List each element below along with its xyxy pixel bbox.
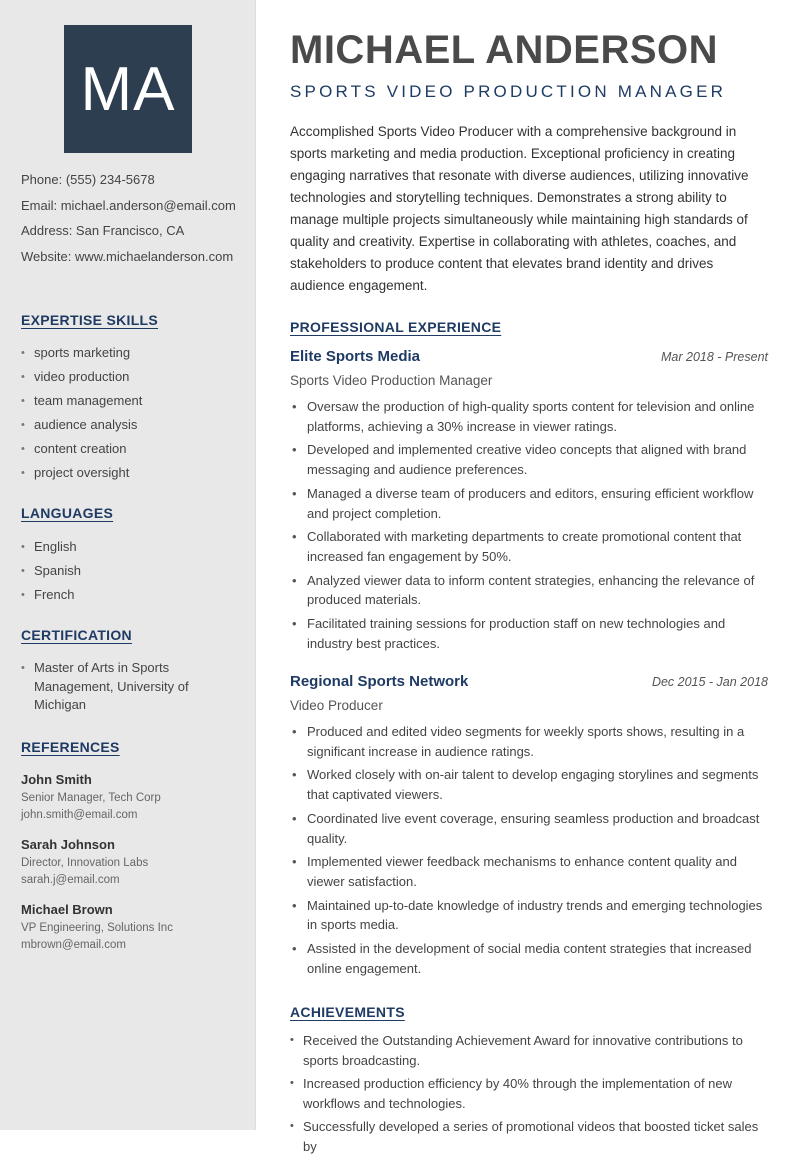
- reference-name: Sarah Johnson: [21, 837, 115, 852]
- contact-info: [21, 170, 236, 272]
- job-bullet: • Maintained up-to-date knowledge of industry trends and emerging technologies in sports media.: [290, 896, 768, 935]
- job-dates: Dec 2015 - Jan 2018: [651, 675, 768, 689]
- achievements-heading: ACHIEVEMENTS: [290, 1004, 405, 1020]
- language-item: • English: [21, 535, 236, 559]
- languages-heading: LANGUAGES: [21, 505, 114, 521]
- monogram-avatar: MA: [64, 25, 192, 153]
- sidebar: [0, 0, 256, 1130]
- job-bullet: • Facilitated training sessions for production staff on new technologies and industry best practices.: [290, 614, 768, 653]
- job-bullet: • Analyzed viewer data to inform content strategies, enhancing the relevance of produced materials.: [290, 571, 768, 610]
- job-bullets: [290, 722, 768, 978]
- reference-name: John Smith: [21, 772, 92, 787]
- contact-address: Address: San Francisco, CA: [21, 223, 185, 238]
- contact-phone: Phone: (555) 234-5678: [21, 172, 155, 187]
- language-item: • French: [21, 583, 236, 607]
- skill-item: • project oversight: [21, 461, 236, 485]
- reference-email: john.smith@email.com: [21, 809, 138, 821]
- certification-list: [21, 659, 196, 715]
- job-role: Video Producer: [290, 698, 383, 713]
- achievements-list: [290, 1031, 768, 1160]
- job-company: Regional Sports Network: [290, 673, 469, 690]
- reference-entry: [21, 770, 241, 824]
- achievement-item: • Received the Outstanding Achievement Award for innovative contributions to sports broadcasting.: [290, 1031, 768, 1070]
- candidate-title: SPORTS VIDEO PRODUCTION MANAGER: [290, 82, 727, 101]
- summary-paragraph: Accomplished Sports Video Producer with a comprehensive background in sports marketing and media production. Exceptional proficiency in creating engaging narratives that resonate with diverse audiences, utilizing innovative technologies and storytelling techniques. Demonstrates a strong ability to manage multiple projects simultaneously while maintaining high standards of quality and creativity. Expertise in collaborating with athletes, coaches, and stakeholders to produce content that elevates brand identity and drives audience engagement.: [290, 124, 749, 293]
- job-bullets: [290, 397, 768, 653]
- languages-list: [21, 535, 236, 607]
- skills-heading: EXPERTISE SKILLS: [21, 312, 159, 328]
- references-list: [21, 770, 241, 965]
- skill-item: • content creation: [21, 437, 236, 461]
- skill-item: • sports marketing: [21, 341, 236, 365]
- job-role: Sports Video Production Manager: [290, 373, 493, 388]
- job-entry: [290, 673, 768, 982]
- certification-heading: CERTIFICATION: [21, 627, 132, 643]
- job-bullet: • Managed a diverse team of producers and editors, ensuring efficient workflow and project completion.: [290, 484, 768, 523]
- job-dates: Mar 2018 - Present: [661, 350, 768, 364]
- achievement-item: • Increased production efficiency by 40% through the implementation of new workflows and technologies.: [290, 1074, 768, 1113]
- contact-website: Website: www.michaelanderson.com: [21, 248, 234, 264]
- skill-item: • video production: [21, 365, 236, 389]
- job-bullet: • Developed and implemented creative video concepts that aligned with brand messaging and audience preferences.: [290, 440, 768, 479]
- job-bullet: • Oversaw the production of high-quality sports content for television and online platforms, achieving a 30% increase in viewer ratings.: [290, 397, 768, 436]
- certification-item: • Master of Arts in Sports Management, University of Michigan: [21, 659, 196, 715]
- candidate-name: MICHAEL ANDERSON: [290, 28, 719, 72]
- skills-list: [21, 341, 236, 485]
- skill-item: • audience analysis: [21, 413, 236, 437]
- reference-entry: [21, 900, 241, 954]
- language-item: • Spanish: [21, 559, 236, 583]
- reference-entry: [21, 835, 241, 889]
- achievement-item: • Successfully developed a series of promotional videos that boosted ticket sales by: [290, 1117, 768, 1156]
- reference-email: mbrown@email.com: [21, 939, 126, 951]
- reference-name: Michael Brown: [21, 902, 113, 917]
- job-bullet: • Collaborated with marketing departments to create promotional content that increased fan engagement by 50%.: [290, 527, 768, 566]
- contact-email: Email: michael.anderson@email.com: [21, 197, 236, 213]
- job-bullet: • Implemented viewer feedback mechanisms to enhance content quality and viewer satisfaction.: [290, 852, 768, 891]
- skill-item: • team management: [21, 389, 236, 413]
- job-company: Elite Sports Media: [290, 348, 421, 365]
- job-bullet: • Assisted in the development of social media content strategies that increased online engagement.: [290, 939, 768, 978]
- job-bullet: • Coordinated live event coverage, ensuring seamless production and broadcast quality.: [290, 809, 768, 848]
- reference-position: VP Engineering, Solutions Inc: [21, 922, 173, 934]
- reference-position: Director, Innovation Labs: [21, 857, 149, 869]
- reference-position: Senior Manager, Tech Corp: [21, 792, 161, 804]
- job-entry: [290, 348, 768, 657]
- job-bullet: • Produced and edited video segments for weekly sports shows, resulting in a significant increase in audience ratings.: [290, 722, 768, 761]
- references-heading: REFERENCES: [21, 739, 120, 755]
- reference-email: sarah.j@email.com: [21, 874, 120, 886]
- experience-heading: PROFESSIONAL EXPERIENCE: [290, 319, 502, 335]
- job-bullet: • Worked closely with on-air talent to develop engaging storylines and segments that captivated viewers.: [290, 765, 768, 804]
